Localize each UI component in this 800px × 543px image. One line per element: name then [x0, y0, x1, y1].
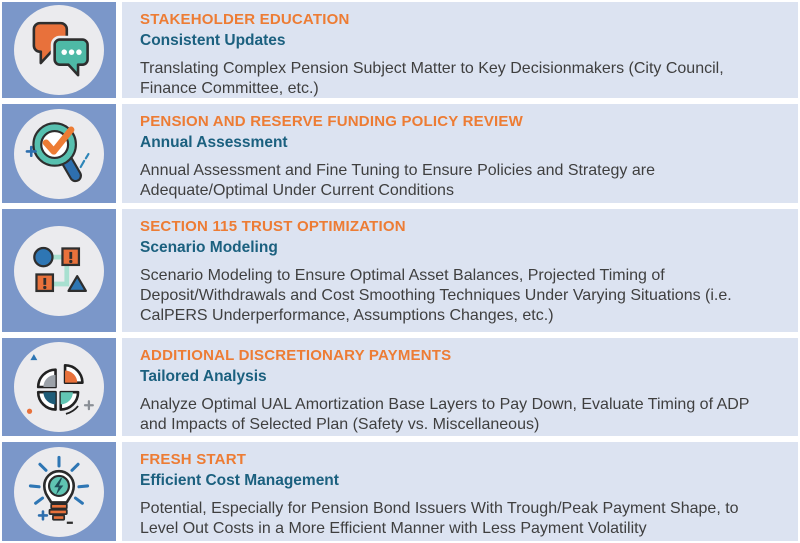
section-subtitle: Annual Assessment [140, 134, 288, 151]
content-cell [122, 338, 798, 436]
lightbulb-svg [20, 453, 98, 531]
section-title: PENSION AND RESERVE FUNDING POLICY REVIEW [140, 113, 523, 130]
row-additional-discretionary-payments [2, 338, 798, 436]
section-subtitle: Tailored Analysis [140, 368, 267, 385]
section-body: Potential, Especially for Pension Bond Issuers With Trough/Peak Payment Shape, to Level Out Costs in a More Efficient Manner with Less Payment Volatility [140, 499, 739, 537]
icon-cell [2, 2, 116, 98]
section-body: Scenario Modeling to Ensure Optimal Asset Balances, Projected Timing of Deposit/Withdrawals and Cost Smoothing Techniques Under Varying Situations (i.e. CalPERS Underperformance, Assumptions Changes, etc.) [140, 266, 732, 325]
section-subtitle: Consistent Updates [140, 32, 286, 49]
section-body: Annual Assessment and Fine Tuning to Ensure Policies and Strategy are Adequate/Optimal Under Current Conditions [140, 161, 655, 199]
section-body: Analyze Optimal UAL Amortization Base Layers to Pay Down, Evaluate Timing of ADP and Impacts of Selected Plan (Safety vs. Miscellaneous) [140, 395, 750, 433]
content-cell [122, 442, 798, 541]
speech-bubbles-svg [20, 11, 98, 89]
magnifier-check-svg [20, 115, 98, 193]
row-stakeholder-education [2, 2, 798, 98]
icon-cell [2, 338, 116, 436]
section-subtitle: Scenario Modeling [140, 239, 278, 256]
flowchart-alert-icon [14, 226, 104, 316]
section-title: ADDITIONAL DISCRETIONARY PAYMENTS [140, 347, 452, 364]
lightbulb-icon [14, 447, 104, 537]
section-title: STAKEHOLDER EDUCATION [140, 11, 350, 28]
icon-cell [2, 442, 116, 541]
pie-chart-icon [14, 342, 104, 432]
section-subtitle: Efficient Cost Management [140, 472, 339, 489]
content-cell [122, 2, 798, 98]
row-fresh-start [2, 442, 798, 541]
pie-chart-svg [20, 348, 98, 426]
icon-cell [2, 104, 116, 203]
magnifier-check-icon [14, 109, 104, 199]
row-section-115-trust [2, 209, 798, 332]
content-cell [122, 104, 798, 203]
section-title: SECTION 115 TRUST OPTIMIZATION [140, 218, 406, 235]
icon-cell [2, 209, 116, 332]
section-body: Translating Complex Pension Subject Matter to Key Decisionmakers (City Council, Finance Committee, etc.) [140, 59, 724, 97]
row-pension-policy-review [2, 104, 798, 203]
content-cell [122, 209, 798, 332]
speech-bubbles-icon [14, 5, 104, 95]
section-title: FRESH START [140, 451, 247, 468]
flowchart-alert-svg [20, 232, 98, 310]
